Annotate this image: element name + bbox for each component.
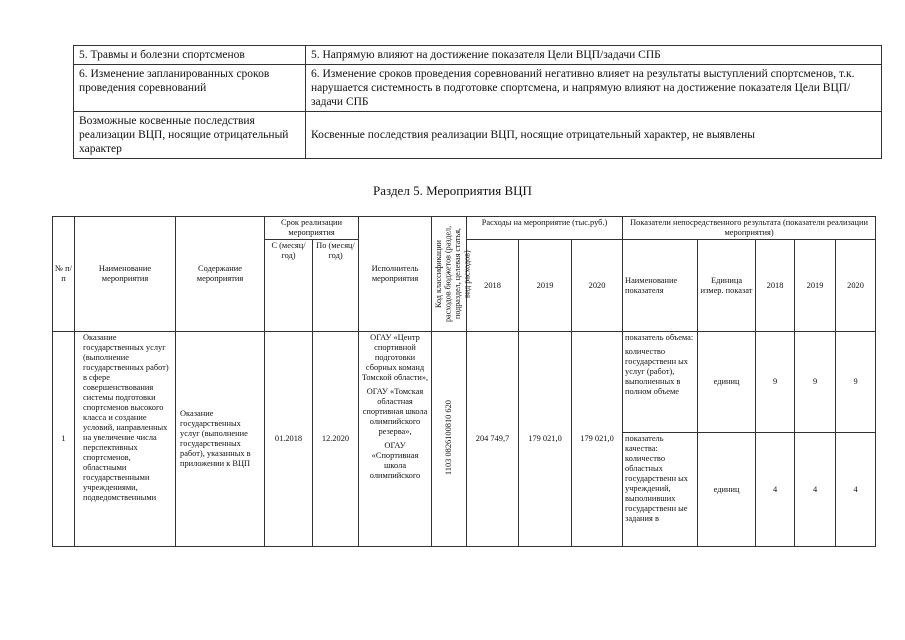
consequence-cell: Косвенные последствия реализации ВЦП, носящие отрицательный характер, не выявлены bbox=[306, 112, 882, 159]
header-year: 2020 bbox=[836, 240, 876, 332]
header-indicator-name: Наименование показателя bbox=[623, 240, 698, 332]
expense-2019: 179 021,0 bbox=[519, 332, 572, 547]
section-title: Раздел 5. Мероприятия ВЦП bbox=[373, 183, 532, 198]
indicator-name bbox=[623, 433, 698, 547]
start-date: 01.2018 bbox=[265, 332, 313, 547]
indicator-value: 4 bbox=[836, 433, 876, 547]
indicator-value: 4 bbox=[756, 433, 795, 547]
table-row bbox=[53, 332, 876, 433]
consequence-cell: 5. Напрямую влияют на достижение показателя Цели ВЦП/задачи СПБ bbox=[306, 46, 882, 65]
header-num: № п/ п bbox=[53, 217, 75, 332]
executor-item: ОГАУ «Спортивная школа олимпийского bbox=[369, 441, 421, 480]
header-unit: Единица измер. показат bbox=[698, 240, 756, 332]
header-row bbox=[53, 217, 876, 240]
header-name: Наименование мероприятия bbox=[75, 217, 176, 332]
risk-row bbox=[74, 65, 882, 112]
header-year: 2018 bbox=[467, 240, 519, 332]
executor-item: ОГАУ «Центр спортивной подготовки сборных команд Томской области», bbox=[361, 333, 429, 382]
budget-code bbox=[432, 332, 467, 547]
risk-row bbox=[74, 46, 882, 65]
activities-table bbox=[52, 216, 876, 547]
indicator-value: 9 bbox=[836, 332, 876, 433]
risk-table bbox=[73, 45, 882, 159]
risk-cell: 6. Изменение запланированных сроков проведения соревнований bbox=[74, 65, 306, 112]
header-year: 2019 bbox=[795, 240, 836, 332]
expense-2020: 179 021,0 bbox=[572, 332, 623, 547]
indicator-unit: единиц bbox=[698, 332, 756, 433]
executors bbox=[359, 332, 432, 547]
header-budget-code bbox=[432, 217, 472, 332]
header-results: Показатели непосредственного результата (показатели реализации мероприятия) bbox=[623, 217, 876, 240]
risk-row bbox=[74, 112, 882, 159]
budget-code-text: 1103 0826100810 620 bbox=[444, 399, 454, 476]
activity-name-text: Оказание государственных услуг (выполнение государственных работ) в сфере совершенствования системы подготовки спортсменов высокого класса и создание условий, направленных на увеличение числа перспективных спортсменов, областными государственными учреждениями, подведомственными bbox=[83, 333, 169, 502]
end-date: 12.2020 bbox=[313, 332, 359, 547]
indicator-value: 4 bbox=[795, 433, 836, 547]
header-year: 2018 bbox=[756, 240, 795, 332]
header-start: С (месяц/ год) bbox=[265, 240, 313, 332]
activity-content: Оказание государственных услуг (выполнение государственных работ), указанных в приложении к ВЦП bbox=[176, 332, 265, 547]
header-period: Срок реализации мероприятия bbox=[265, 217, 359, 240]
expense-2018: 204 749,7 bbox=[467, 332, 519, 547]
header-end: По (месяц/ год) bbox=[313, 240, 359, 332]
header-year: 2020 bbox=[572, 240, 623, 332]
header-expenses: Расходы на мероприятие (тыс.руб.) bbox=[467, 217, 623, 240]
header-content: Содержание мероприятия bbox=[176, 217, 265, 332]
executor-item: ОГАУ «Томская областная спортивная школа олимпийского резерва», bbox=[362, 387, 428, 436]
indicator-value: 9 bbox=[756, 332, 795, 433]
indicator-text: количество государственн ых услуг (работ), выполненных в полном объеме bbox=[625, 347, 688, 396]
row-num: 1 bbox=[53, 332, 75, 547]
risk-cell: Возможные косвенные последствия реализации ВЦП, носящие отрицательный характер bbox=[74, 112, 306, 159]
activity-name bbox=[75, 332, 176, 547]
indicator-text: показатель качества: количество областных государственн ых учреждений, выполнивших государственн ые задания в bbox=[625, 434, 688, 524]
risk-cell: 5. Травмы и болезни спортсменов bbox=[74, 46, 306, 65]
header-budget-code-text: Код классификации расходов бюджетов (раздел, подраздел, целевая статья, вид расходов) bbox=[434, 225, 472, 323]
indicator-name bbox=[623, 332, 698, 433]
header-executor: Исполнитель мероприятия bbox=[359, 217, 432, 332]
indicator-title: показатель объема: bbox=[625, 333, 694, 342]
consequence-cell: 6. Изменение сроков проведения соревнований негативно влияет на результаты выступлений спортсменов, т.к. нарушается системность в подготовке спортсмена, и напрямую влияют на достижение показателя Цели ВЦП/задачи СПБ bbox=[306, 65, 882, 112]
header-year: 2019 bbox=[519, 240, 572, 332]
indicator-value: 9 bbox=[795, 332, 836, 433]
indicator-unit: единиц bbox=[698, 433, 756, 547]
